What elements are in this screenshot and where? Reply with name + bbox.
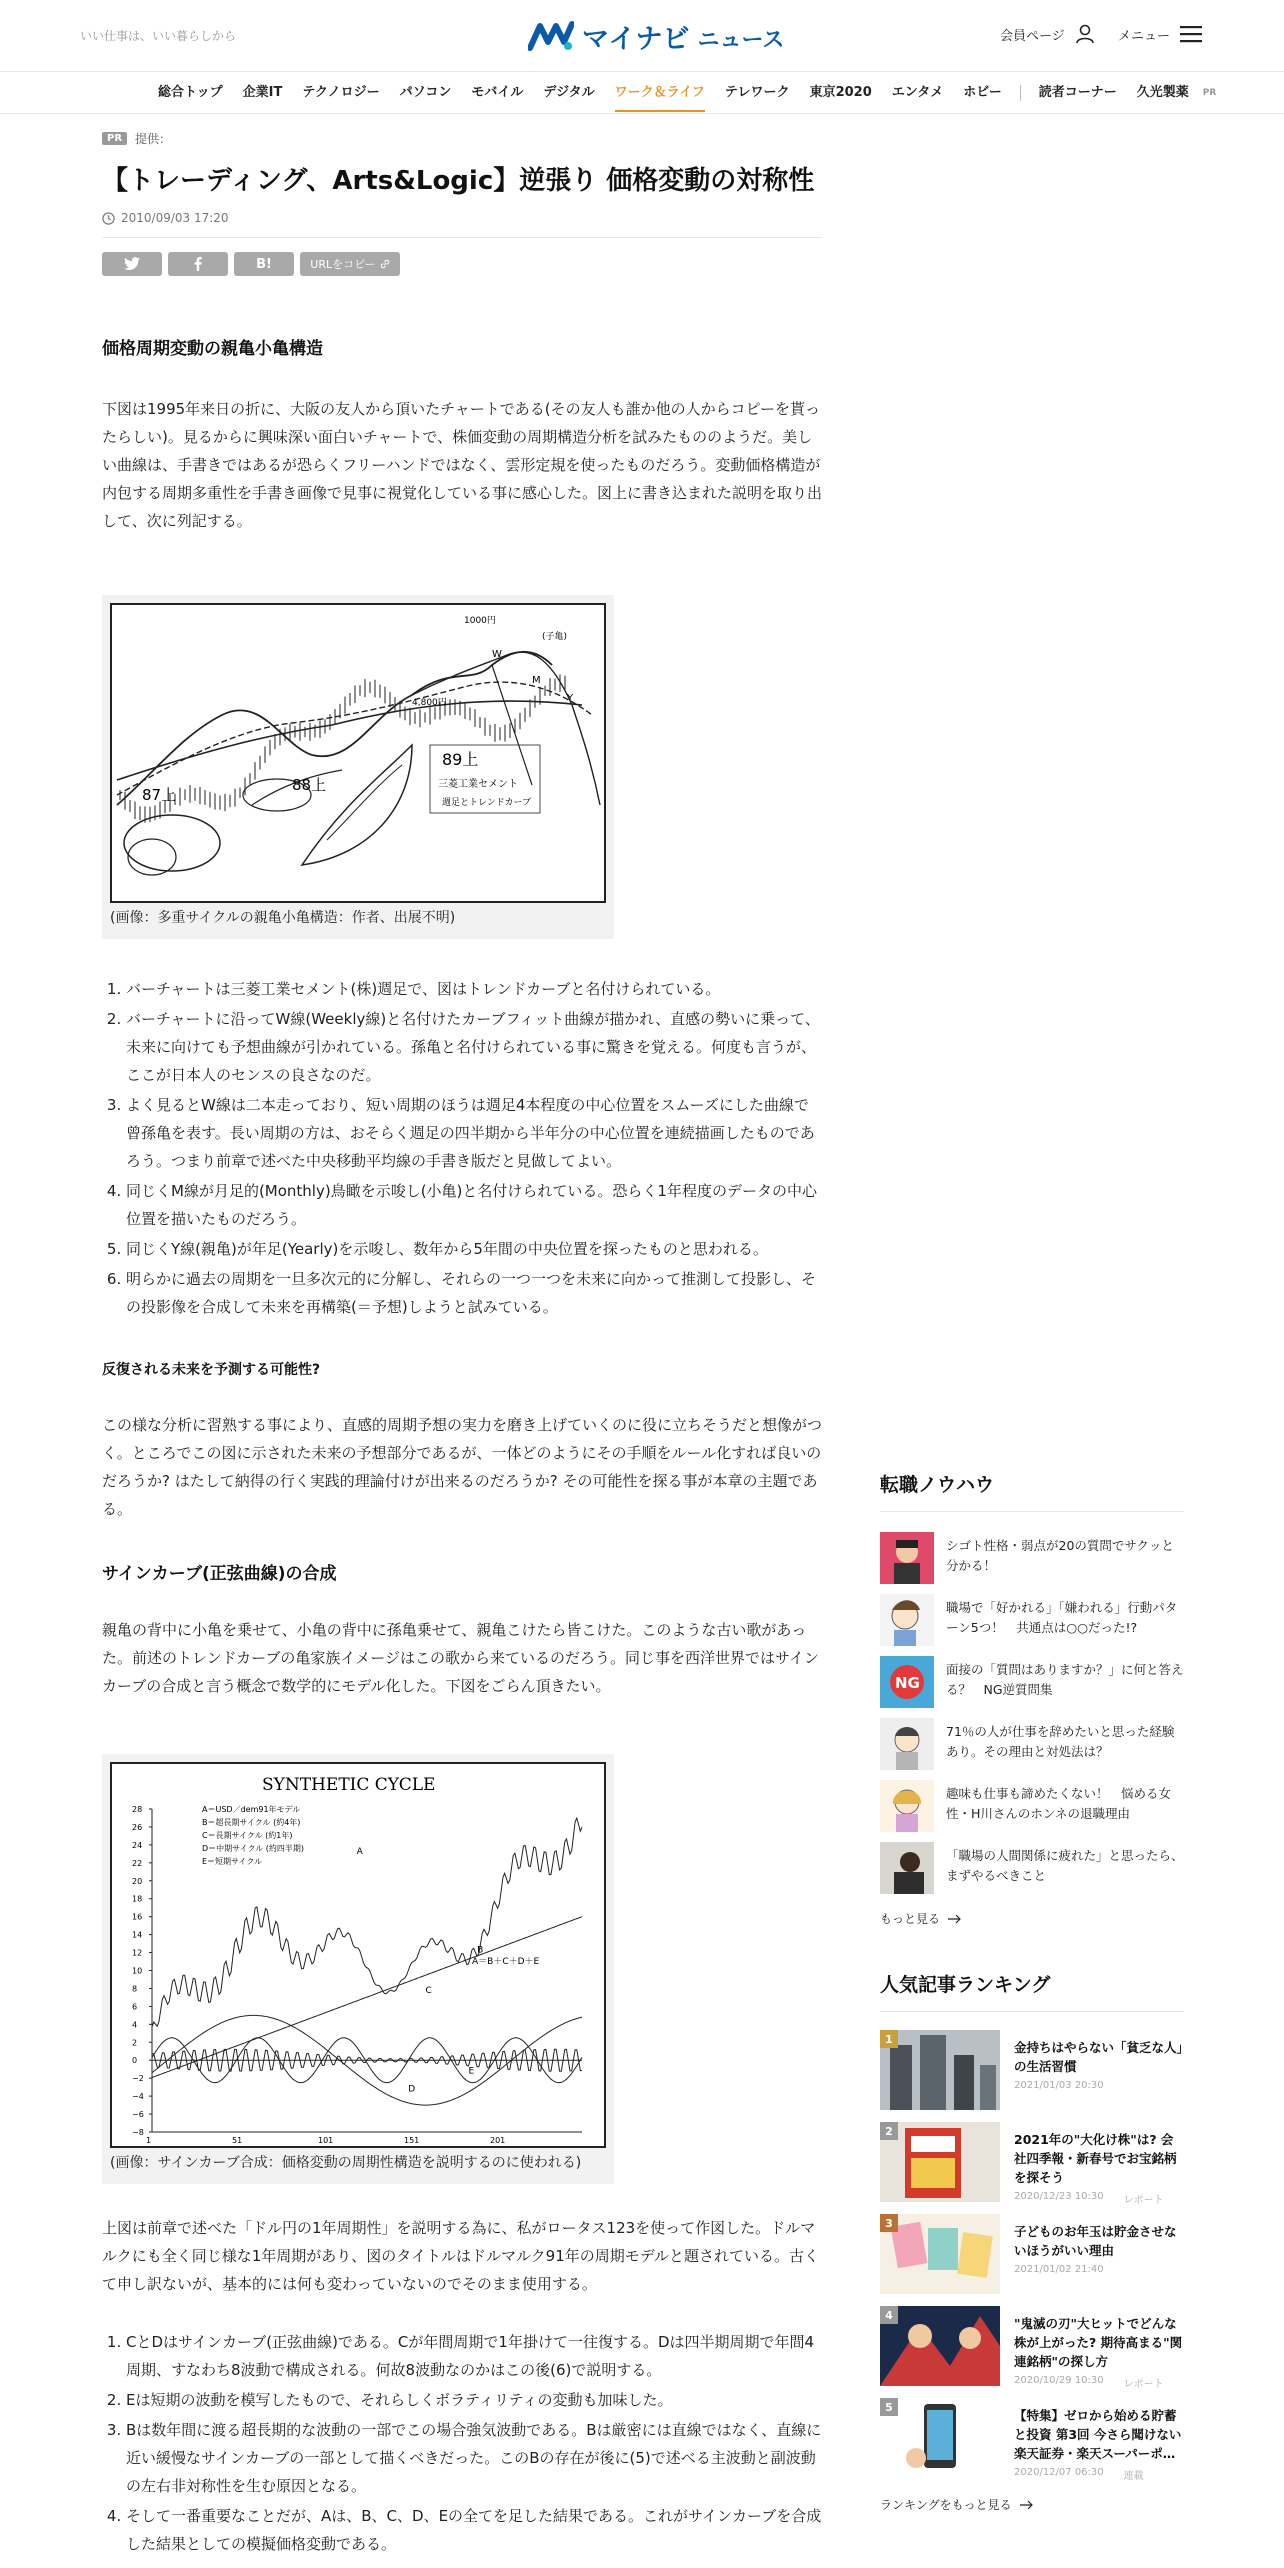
category-nav [0, 72, 1284, 114]
city-photo-icon [880, 2030, 1000, 2110]
fig2-y-tick: 10 [132, 1966, 143, 1976]
fig2-legend-b: B＝超長期サイクル (約4年) [202, 1818, 301, 1827]
nav-item-technology[interactable]: テクノロジー [302, 85, 380, 100]
ranking-item[interactable] [880, 2398, 1184, 2490]
ranking-thumb [880, 2214, 1000, 2294]
fig2-legend-d: D＝中期サイクル (約四半期) [202, 1844, 304, 1853]
fig2-y-tick: 18 [132, 1894, 143, 1904]
knowhow-item-text: 71％の人が仕事を辞めたいと思った経験あり。その理由と対処法は？ [946, 1724, 1175, 1759]
copy-url-button[interactable] [300, 252, 400, 276]
ranking-item-meta [1014, 2080, 1184, 2091]
fig2-y-tick: 4 [132, 2020, 138, 2030]
nav-item-reader-corner[interactable]: 読者コーナー [1038, 85, 1117, 100]
ranking-item-meta [1014, 2264, 1184, 2275]
facebook-icon [194, 257, 202, 271]
knowhow-thumb-tired-person-icon [880, 1842, 934, 1894]
fig1-label-cement: 三菱工業セメント [438, 779, 518, 790]
pr-badge: PR [102, 132, 127, 145]
share-twitter-button[interactable] [102, 252, 162, 276]
section-heading-1: 価格周期変動の親亀小亀構造 [102, 339, 323, 359]
ranking-item-meta [1014, 2467, 1184, 2482]
ranking-item-tag: レポート [1123, 2195, 1164, 2206]
article-title: 【トレーディング、Arts&Logic】逆張り 価格変動の対称性 [102, 166, 815, 196]
trend-curve-list [102, 975, 822, 1321]
ranking-divider [880, 2011, 1184, 2012]
ranking-item-tag: レポート [1123, 2379, 1164, 2390]
nav-item-mobile[interactable]: モバイル [471, 85, 524, 100]
site-tagline: いい仕事は、いい暮らしから [80, 29, 237, 43]
ranking-thumb [880, 2122, 1000, 2202]
nav-item-digital[interactable]: デジタル [543, 85, 595, 100]
fig2-legend-e: E＝短期サイクル [202, 1857, 263, 1866]
fig2-y-tick: 22 [132, 1858, 143, 1868]
list-item: 1. バーチャートは三菱工業セメント(株)週足で、図はトレンドカーブと名付けられている。 [126, 975, 822, 1003]
nav-item-telework[interactable]: テレワーク [724, 85, 790, 100]
ranking-item-title: 子どものお年玉は貯金させないほうがいい理由 [1014, 2224, 1177, 2258]
knowhow-item[interactable] [880, 1780, 1184, 1842]
ranking-item-title: 【特集】ゼロから始める貯蓄と投資 第3回 今さら聞けない楽天証券・楽天スーパーポ… [1014, 2408, 1182, 2461]
link-icon [380, 259, 390, 269]
article-date: 2010/09/03 17:20 [121, 211, 229, 225]
ranking-number: 5 [880, 2398, 898, 2416]
ranking-item-date: 2021/01/03 20:30 [1014, 2080, 1104, 2091]
fig1-label-1000: 1000円 [464, 616, 496, 626]
hamburger-icon [1180, 24, 1202, 44]
knowhow-item-text: 「職場の人間関係に疲れた」と思ったら、まずやるべきこと [946, 1848, 1184, 1883]
list-item: 2. Eは短期の波動を模写したもので、それらしくボラティリティの変動も加味した。 [126, 2386, 822, 2414]
nav-item-pc[interactable]: パソコン [399, 85, 452, 100]
figure-2-caption: (画像：サインカーブ合成：価格変動の周期性構造を説明するのに使われる) [110, 2155, 582, 2171]
knowhow-item[interactable] [880, 1594, 1184, 1656]
knowhow-thumb-illustration-icon [880, 1594, 934, 1646]
logo-mark-icon [528, 20, 574, 52]
fig2-curve-label: B [477, 1945, 484, 1956]
knowhow-more-link[interactable] [880, 1910, 1184, 1927]
fig1-label-88: 88上 [292, 776, 327, 794]
arrow-right-icon [1020, 2500, 1034, 2510]
fig2-curve-label: A [356, 1846, 363, 1857]
fig1-label-m: M [532, 675, 541, 686]
ranking-item-title: "鬼滅の刃"大ヒットでどんな株が上がった? 期待高まる"関連銘柄"の探し方 [1014, 2316, 1183, 2369]
ranking-item-meta [1014, 2375, 1184, 2390]
ranking-item-title: 2021年の"大化け株"は? 会社四季報・新春号でお宝銘柄を探そう [1014, 2132, 1177, 2185]
ranking-thumb [880, 2306, 1000, 2386]
user-icon [1075, 24, 1095, 44]
section-heading-3: サインカーブ(正弦曲線)の合成 [102, 1564, 337, 1584]
fig2-y-tick: 24 [132, 1840, 143, 1850]
share-hatena-button[interactable]: B! [234, 252, 294, 276]
smartphone-photo-icon [880, 2398, 1000, 2478]
list-item: 4. 同じくM線が月足的(Monthly)鳥瞰を示唆し(小亀)と名付けられている。恐らく1年程度のデータの中心位置を描いたものだろう。 [126, 1177, 822, 1233]
ranking-thumb [880, 2398, 1000, 2478]
ranking-number: 3 [880, 2214, 898, 2232]
pr-sponsor-label: 提供： [135, 132, 172, 146]
menu-button[interactable] [1118, 24, 1202, 44]
figure-2 [102, 1754, 614, 2184]
ranking-item-meta [1014, 2191, 1184, 2206]
ranking-item[interactable] [880, 2214, 1184, 2306]
nav-pr-mark: PR [1202, 88, 1217, 98]
nav-item-entertainment[interactable]: エンタメ [891, 85, 944, 100]
logo-sub-text: ニュース [697, 27, 785, 53]
fig2-y-tick: 0 [132, 2056, 138, 2066]
list-item: 1. CとDはサインカーブ(正弦曲線)である。Cが年間周期で1年掛けて一往復する。Dは四半期周期で年間4周期、すなわち8波動で構成される。何故8波動なのかはこの後(6)で説明する。 [126, 2328, 822, 2384]
fig2-curve-label: E [468, 2066, 475, 2077]
fig2-y-tick: 2 [132, 2038, 138, 2048]
list-item: 6. 明らかに過去の周期を一旦多次元的に分解し、それらの一つ一つを未来に向かって推測して投影し、その投影像を合成して未来を再構築(＝予想)しようと試みている。 [126, 1265, 822, 1321]
fig2-x-tick: 51 [232, 2136, 243, 2145]
pr-row [102, 130, 822, 147]
knowhow-item-text: 面接の「質問はありますか？」に何と答える？ NG逆質問集 [946, 1662, 1184, 1697]
fig2-y-tick: 28 [132, 1805, 143, 1814]
fig2-y-tick: 6 [132, 2002, 138, 2012]
knowhow-divider [880, 1511, 1184, 1512]
paragraph-1: 下図は1995年来日の折に、大阪の友人から頂いたチャートである(その友人も誰か他の人からコピーを貰ったらしい)。見るからに興味深い面白いチャートで、株価変動の周期構造分析を試みたもののようだ。美しい曲線は、手書きではあるが恐らくフリーハンドではなく、雲形定規を使ったものだろう。変動価格構造が内包する周期多重性を手書き画像で見事に視覚化している事に感心した。図上に書き込まれた説明を取り出して、次に列記する。 [102, 400, 823, 530]
fig1-label-87: 87上 [142, 786, 177, 804]
ranking-title: 人気記事ランキング [880, 1974, 1051, 1996]
knowhow-thumb-sad-person-icon [880, 1718, 934, 1770]
fig2-title: SYNTHETIC CYCLE [262, 1775, 436, 1795]
article-date-row [102, 211, 822, 225]
ranking-item[interactable] [880, 2122, 1184, 2214]
knowhow-section [880, 1470, 1184, 1927]
article [102, 114, 822, 2560]
fig2-y-tick: −8 [132, 2128, 144, 2137]
ranking-item-date: 2020/12/23 10:30 [1014, 2191, 1104, 2202]
fig1-label-4800: 4,800円 [412, 698, 447, 708]
section-heading-2: 反復される未来を予測する可能性? [102, 1362, 321, 1378]
fig1-label-w: W [492, 649, 502, 660]
figure-2-image [110, 1762, 606, 2148]
category-nav-list [148, 72, 1216, 114]
knowhow-item-text: シゴト性格・弱点が20の質問でサクッと分かる！ [946, 1538, 1174, 1573]
paragraph-4: 上図は前章で述べた「ドル円の1年周期性」を説明する為に、私がロータス123を使って作図した。ドルマルクにも全く同じ様な1年周期があり、図のタイトルはドルマルク91年の周期モデルと題されている。古くて申し訳ないが、基本的には何も変わっていないのでそのまま使用する。 [102, 2219, 819, 2293]
fig1-label-trend: 週足とトレンドカーブ [442, 798, 532, 808]
fig2-y-tick: −4 [132, 2092, 144, 2102]
knowhow-title: 転職ノウハウ [880, 1474, 995, 1496]
fig2-y-tick: 16 [132, 1912, 143, 1922]
fig1-label-ko: (子亀) [542, 632, 568, 642]
fig2-formula: A＝B＋C＋D＋E [472, 1957, 540, 1967]
fig1-label-89: 89上 [442, 750, 479, 769]
menu-label: メニュー [1118, 28, 1171, 44]
knowhow-item[interactable] [880, 1842, 1184, 1904]
fig2-x-tick: 1 [146, 2136, 152, 2145]
knowhow-thumb-ng-icon [880, 1656, 934, 1708]
ranking-number: 2 [880, 2122, 898, 2140]
trend-curve-drawing [112, 605, 604, 901]
paragraph-2: この様な分析に習熟する事により、直感的周期予想の実力を磨き上げていくのに役に立ちそうだと想像がつく。ところでこの図に示された未来の予想部分であるが、一体どのようにその手順をルール化すれば良いのだろうか? はたして納得の行く実践的理論付けが出来るのだろうか? その可能性を探る事が本章の主題である。 [102, 1416, 823, 1518]
synthetic-cycle-list [102, 2328, 822, 2558]
ranking-number: 1 [880, 2030, 898, 2048]
twitter-icon [124, 257, 140, 271]
ranking-section [880, 1970, 1184, 2513]
site-header [0, 0, 1284, 72]
ranking-item-date: 2020/10/29 10:30 [1014, 2375, 1104, 2386]
anime-photo-icon [880, 2306, 1000, 2386]
magazine-photo-icon [880, 2122, 1000, 2202]
svg-text:NG: NG [895, 1674, 920, 1692]
fig2-x-tick: 201 [490, 2136, 506, 2145]
nav-item-work-life[interactable]: ワーク＆ライフ [605, 72, 715, 114]
figure-1-caption: (画像：多重サイクルの親亀小亀構造：作者、出展不明) [110, 910, 456, 926]
fig2-x-tick: 101 [318, 2136, 334, 2145]
fig2-legend-a: A＝USD／dem91年モデル [202, 1805, 301, 1814]
copy-url-label: URLをコピー [310, 258, 376, 271]
nav-item-hobby[interactable]: ホビー [963, 85, 1002, 100]
fig2-curve-label: C [425, 1985, 432, 1996]
fig2-y-tick: −6 [132, 2110, 144, 2120]
ranking-item[interactable] [880, 2306, 1184, 2398]
list-item: 4. そして一番重要なことだが、Aは、B、C、D、Eの全てを足した結果である。これがサインカーブを合成した結果としての模擬価格変動である。 [126, 2502, 822, 2558]
clock-icon [102, 212, 115, 225]
ranking-item-date: 2020/12/07 06:30 [1014, 2467, 1104, 2478]
nav-item-enterprise-it[interactable]: 企業IT [242, 85, 283, 100]
ranking-item[interactable] [880, 2030, 1184, 2122]
figure-1-image [110, 603, 606, 903]
arrow-right-icon [948, 1914, 962, 1924]
envelopes-photo-icon [880, 2214, 1000, 2294]
knowhow-item[interactable] [880, 1656, 1184, 1718]
fig2-y-tick: −2 [132, 2074, 144, 2084]
fig2-y-tick: 26 [132, 1822, 143, 1832]
fig2-legend-c: C＝長期サイクル (約1年) [202, 1831, 293, 1840]
ranking-more-link[interactable] [880, 2496, 1184, 2513]
fig2-y-tick: 20 [132, 1876, 143, 1886]
list-item: 2. バーチャートに沿ってW線(Weekly線)と名付けたカーブフィット曲線が描かれ、直感の勢いに乗って、未来に向けても予想曲線が引かれている。孫亀と名付けられている事に驚きを覚える。何度も言うが、ここが日本人のセンスの良さなのだ。 [126, 1005, 822, 1089]
fig2-y-tick: 14 [132, 1930, 143, 1940]
knowhow-item-text: 趣味も仕事も諦めたくない！ 悩める女性・H川さんのホンネの退職理由 [946, 1786, 1172, 1821]
ranking-more-label: ランキングをもっと見る [880, 2498, 1012, 2512]
knowhow-item-text: 職場で「好かれる」「嫌われる」行動パターン5つ！ 共通点は○○だった!? [946, 1600, 1178, 1635]
list-item: 3. Bは数年間に渡る超長期的な波動の一部でこの場合強気波動である。Bは厳密には直線ではなく、直線に近い緩慢なサインカーブの一部として描くべきだった。このBの存在が後に(5)で述べる主波動と副波動の左右非対称性を生む原因となる。 [126, 2416, 822, 2500]
share-facebook-button[interactable] [168, 252, 228, 276]
member-page-link[interactable] [1000, 24, 1095, 44]
fig2-x-tick: 151 [404, 2136, 420, 2145]
nav-item-hisamitsu[interactable]: 久光製薬 [1136, 85, 1189, 100]
knowhow-more-label: もっと見る [880, 1912, 941, 1926]
list-item: 3. よく見るとW線は二本走っており、短い周期のほうは週足4本程度の中心位置をスムーズにした曲線で曾孫亀を表す。長い周期の方は、おそらく週足の四半期から半年分の中心位置を連続描画したものであろう。つまり前章で述べた中央移動平均線の手書き版だと見做してよい。 [126, 1091, 822, 1175]
ranking-thumb [880, 2030, 1000, 2110]
nav-item-top[interactable]: 総合トップ [158, 85, 223, 100]
figure-1 [102, 595, 614, 939]
share-buttons [102, 252, 822, 276]
site-logo[interactable] [528, 14, 784, 58]
logo-main-text: マイナビ [582, 23, 690, 55]
ranking-item-title: 金持ちはやらない「貧乏な人」の生活習慣 [1014, 2040, 1183, 2074]
knowhow-thumb-person-icon [880, 1532, 934, 1584]
member-page-label: 会員ページ [1000, 28, 1065, 44]
nav-divider [1020, 85, 1021, 101]
ranking-item-tag: 連載 [1123, 2471, 1144, 2482]
fig2-y-tick: 12 [132, 1948, 143, 1958]
ranking-number: 4 [880, 2306, 898, 2324]
paragraph-3: 親亀の背中に小亀を乗せて、小亀の背中に孫亀乗せて、親亀こけたら皆こけた。このような古い歌があった。前述のトレンドカーブの亀家族イメージはこの歌から来ているのだろう。同じ事を西洋世界ではサインカーブの合成と言う概念で数学的にモデル化した。下図をごらん頂きたい。 [102, 1621, 819, 1695]
knowhow-item[interactable] [880, 1532, 1184, 1594]
fig1-label-y: Y [567, 693, 574, 704]
fig2-y-tick: 8 [132, 1984, 138, 1994]
knowhow-thumb-woman-icon [880, 1780, 934, 1832]
nav-item-tokyo2020[interactable]: 東京2020 [809, 85, 872, 100]
list-item: 5. 同じくY線(親亀)が年足(Yearly)を示唆し、数年から5年間の中央位置を探ったものと思われる。 [126, 1235, 822, 1263]
fig2-curve-label: D [408, 2084, 416, 2095]
ranking-item-date: 2021/01/02 21:40 [1014, 2264, 1104, 2275]
synthetic-cycle-chart [112, 1764, 604, 2146]
title-divider [102, 237, 822, 238]
knowhow-item[interactable] [880, 1718, 1184, 1780]
